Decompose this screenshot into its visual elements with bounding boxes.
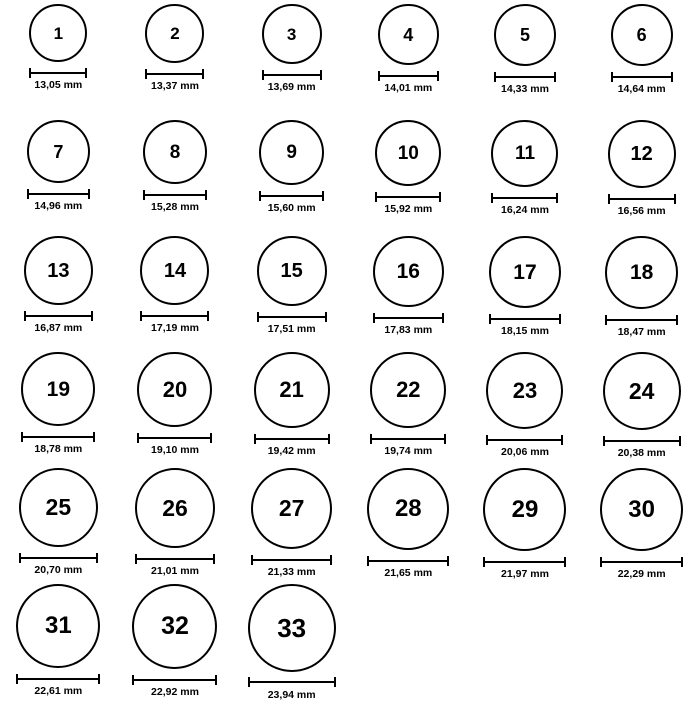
diameter-measure-line bbox=[140, 315, 209, 317]
diameter-measure-label: 22,92 mm bbox=[151, 686, 199, 698]
diameter-measure-bar bbox=[262, 70, 322, 79]
ring-outline-wrap bbox=[494, 4, 556, 66]
ring-circle-outline bbox=[19, 468, 98, 547]
diameter-measure-bar bbox=[257, 312, 327, 321]
diameter-measure-bar bbox=[135, 554, 215, 563]
ring-circle-outline bbox=[370, 352, 446, 428]
ring-outline-wrap bbox=[254, 352, 330, 428]
diameter-measure-line bbox=[367, 560, 449, 562]
diameter-measure-label: 14,01 mm bbox=[384, 82, 433, 94]
ring-size-number: 16 bbox=[396, 260, 420, 283]
ring-outline-wrap bbox=[605, 236, 678, 309]
diameter-measure-line bbox=[494, 76, 556, 78]
diameter-measure-label: 19,42 mm bbox=[267, 445, 316, 457]
diameter-measure-line bbox=[132, 679, 217, 681]
ring-circle-outline bbox=[254, 352, 330, 428]
ring-outline-wrap bbox=[262, 4, 322, 64]
diameter-measure-label: 19,10 mm bbox=[151, 444, 199, 456]
diameter-measure-bar bbox=[16, 674, 100, 683]
diameter-measure-label: 21,01 mm bbox=[151, 565, 199, 577]
ring-size-cell bbox=[350, 120, 467, 236]
diameter-measure-line bbox=[257, 316, 327, 318]
ring-outline-wrap bbox=[29, 4, 87, 62]
diameter-measure-line bbox=[600, 561, 683, 563]
ring-outline-wrap bbox=[19, 468, 98, 547]
ring-outline-wrap bbox=[375, 120, 441, 186]
diameter-measure-line bbox=[491, 197, 558, 199]
ring-outline-wrap bbox=[27, 120, 90, 183]
ring-size-cell bbox=[583, 236, 700, 352]
ring-circle-outline bbox=[491, 120, 558, 187]
ring-circle-outline bbox=[259, 120, 324, 185]
diameter-measure-label: 17,51 mm bbox=[267, 323, 316, 335]
diameter-measure-bar bbox=[600, 557, 683, 566]
diameter-measure-line bbox=[608, 198, 676, 200]
ring-size-cell bbox=[0, 236, 117, 352]
diameter-measure-label: 16,87 mm bbox=[34, 322, 83, 334]
diameter-measure-bar bbox=[24, 311, 93, 320]
ring-outline-wrap bbox=[483, 468, 566, 551]
ring-outline-wrap bbox=[489, 236, 561, 308]
diameter-measure-line bbox=[611, 76, 673, 78]
diameter-measure-bar bbox=[29, 68, 87, 77]
ring-size-cell bbox=[467, 352, 584, 468]
ring-circle-outline bbox=[16, 584, 100, 668]
ring-size-number: 8 bbox=[169, 141, 181, 163]
diameter-measure-line bbox=[375, 196, 441, 198]
ring-size-number: 17 bbox=[513, 260, 537, 284]
diameter-measure-label: 19,74 mm bbox=[384, 445, 433, 457]
ring-circle-outline bbox=[257, 236, 327, 306]
diameter-measure-label: 21,97 mm bbox=[501, 568, 549, 580]
ring-size-cell bbox=[467, 120, 584, 236]
ring-size-cell bbox=[233, 120, 350, 236]
diameter-measure-label: 15,92 mm bbox=[384, 203, 433, 215]
diameter-measure-line bbox=[27, 193, 90, 195]
ring-outline-wrap bbox=[491, 120, 558, 187]
ring-outline-wrap bbox=[486, 352, 563, 429]
ring-size-cell bbox=[350, 4, 467, 120]
diameter-measure-line bbox=[254, 438, 330, 440]
diameter-measure-label: 14,96 mm bbox=[34, 200, 83, 212]
ring-circle-outline bbox=[373, 236, 444, 307]
diameter-measure-line bbox=[135, 558, 215, 560]
diameter-measure-label: 13,05 mm bbox=[34, 79, 83, 91]
diameter-measure-line bbox=[137, 437, 212, 439]
diameter-measure-bar bbox=[491, 193, 558, 202]
ring-outline-wrap bbox=[248, 584, 336, 672]
diameter-measure-bar bbox=[143, 190, 207, 199]
ring-size-cell bbox=[233, 584, 350, 700]
ring-circle-outline bbox=[135, 468, 215, 548]
diameter-measure-label: 17,19 mm bbox=[151, 322, 199, 334]
ring-circle-outline bbox=[27, 120, 90, 183]
diameter-measure-label: 13,37 mm bbox=[151, 80, 199, 92]
diameter-measure-line bbox=[603, 440, 681, 442]
ring-outline-wrap bbox=[24, 236, 93, 305]
ring-size-cell bbox=[583, 120, 700, 236]
ring-size-number: 9 bbox=[286, 142, 297, 163]
ring-outline-wrap bbox=[370, 352, 446, 428]
ring-size-number: 12 bbox=[630, 143, 653, 165]
ring-circle-outline bbox=[145, 4, 204, 63]
ring-circle-outline bbox=[378, 4, 439, 65]
ring-circle-outline bbox=[251, 468, 332, 549]
ring-circle-outline bbox=[483, 468, 566, 551]
ring-outline-wrap bbox=[21, 352, 95, 426]
ring-outline-wrap bbox=[137, 352, 212, 427]
diameter-measure-bar bbox=[132, 675, 217, 684]
ring-size-number: 6 bbox=[636, 25, 647, 45]
diameter-measure-line bbox=[145, 73, 204, 75]
ring-size-number: 25 bbox=[45, 494, 72, 520]
ring-size-number: 10 bbox=[397, 142, 419, 164]
diameter-measure-label: 15,60 mm bbox=[267, 202, 316, 214]
diameter-measure-bar bbox=[370, 434, 446, 443]
ring-outline-wrap bbox=[16, 584, 100, 668]
diameter-measure-line bbox=[605, 319, 678, 321]
ring-size-number: 32 bbox=[161, 612, 189, 640]
ring-size-number: 3 bbox=[286, 24, 297, 44]
diameter-measure-bar bbox=[375, 192, 441, 201]
diameter-measure-line bbox=[16, 678, 100, 680]
diameter-measure-bar bbox=[603, 436, 681, 445]
ring-size-cell bbox=[583, 468, 700, 584]
ring-size-number: 19 bbox=[46, 377, 70, 401]
diameter-measure-label: 23,94 mm bbox=[267, 688, 316, 701]
diameter-measure-label: 17,83 mm bbox=[384, 324, 433, 336]
ring-size-cell bbox=[350, 352, 467, 468]
diameter-measure-label: 15,28 mm bbox=[151, 201, 199, 213]
ring-size-cell bbox=[350, 236, 467, 352]
diameter-measure-label: 21,33 mm bbox=[267, 566, 316, 578]
diameter-measure-label: 21,65 mm bbox=[384, 567, 433, 579]
ring-size-cell bbox=[233, 236, 350, 352]
ring-outline-wrap bbox=[378, 4, 439, 65]
ring-size-cell bbox=[583, 352, 700, 468]
ring-circle-outline bbox=[608, 120, 676, 188]
ring-circle-outline bbox=[605, 236, 678, 309]
ring-size-cell bbox=[0, 584, 117, 700]
ring-circle-outline bbox=[611, 4, 673, 66]
diameter-measure-bar bbox=[248, 678, 336, 687]
diameter-measure-line bbox=[259, 195, 324, 197]
diameter-measure-bar bbox=[140, 311, 209, 320]
ring-size-cell bbox=[583, 4, 700, 120]
ring-size-cell bbox=[0, 468, 117, 584]
diameter-measure-label: 18,78 mm bbox=[34, 443, 83, 455]
ring-size-cell bbox=[467, 4, 584, 120]
ring-circle-outline bbox=[367, 468, 449, 550]
ring-size-cell bbox=[117, 236, 234, 352]
diameter-measure-bar bbox=[494, 72, 556, 81]
diameter-measure-bar bbox=[483, 557, 566, 566]
diameter-measure-line bbox=[370, 438, 446, 440]
diameter-measure-bar bbox=[605, 315, 678, 324]
ring-size-cell bbox=[0, 352, 117, 468]
ring-size-cell bbox=[117, 584, 234, 700]
diameter-measure-label: 18,47 mm bbox=[617, 326, 666, 338]
diameter-measure-line bbox=[29, 72, 87, 74]
diameter-measure-line bbox=[248, 681, 336, 683]
diameter-measure-label: 13,69 mm bbox=[267, 81, 316, 93]
diameter-measure-bar bbox=[608, 194, 676, 203]
ring-size-cell bbox=[467, 468, 584, 584]
ring-size-number: 26 bbox=[162, 494, 188, 521]
ring-size-cell bbox=[233, 352, 350, 468]
diameter-measure-line bbox=[262, 74, 322, 76]
diameter-measure-bar bbox=[489, 314, 561, 323]
ring-circle-outline bbox=[375, 120, 441, 186]
ring-outline-wrap bbox=[143, 120, 207, 184]
ring-size-cell bbox=[233, 4, 350, 120]
ring-outline-wrap bbox=[611, 4, 673, 66]
diameter-measure-bar bbox=[373, 313, 444, 322]
diameter-measure-line bbox=[373, 317, 444, 319]
diameter-measure-bar bbox=[19, 553, 98, 562]
ring-size-number: 13 bbox=[47, 259, 70, 282]
ring-circle-outline bbox=[262, 4, 322, 64]
ring-circle-outline bbox=[137, 352, 212, 427]
diameter-measure-line bbox=[251, 559, 332, 561]
ring-size-number: 24 bbox=[628, 377, 655, 404]
ring-outline-wrap bbox=[367, 468, 449, 550]
ring-size-number: 15 bbox=[280, 260, 303, 282]
ring-circle-outline bbox=[132, 584, 217, 669]
ring-circle-outline bbox=[29, 4, 87, 62]
ring-size-number: 33 bbox=[277, 613, 307, 643]
ring-outline-wrap bbox=[251, 468, 332, 549]
ring-outline-wrap bbox=[603, 352, 681, 430]
diameter-measure-label: 20,38 mm bbox=[617, 447, 666, 459]
ring-outline-wrap bbox=[257, 236, 327, 306]
ring-size-cell bbox=[0, 120, 117, 236]
diameter-measure-line bbox=[378, 75, 439, 77]
ring-outline-wrap bbox=[259, 120, 324, 185]
ring-size-number: 22 bbox=[396, 377, 421, 402]
ring-circle-outline bbox=[600, 468, 683, 551]
diameter-measure-bar bbox=[378, 71, 439, 80]
ring-size-cell bbox=[117, 468, 234, 584]
ring-size-number: 18 bbox=[629, 261, 654, 284]
ring-circle-outline bbox=[486, 352, 563, 429]
ring-size-cell bbox=[0, 4, 117, 120]
diameter-measure-label: 14,33 mm bbox=[501, 83, 549, 95]
diameter-measure-line bbox=[24, 315, 93, 317]
ring-size-number: 28 bbox=[394, 495, 422, 522]
ring-outline-wrap bbox=[600, 468, 683, 551]
ring-circle-outline bbox=[143, 120, 207, 184]
ring-size-number: 1 bbox=[53, 23, 64, 43]
ring-size-cell bbox=[117, 120, 234, 236]
ring-size-number: 29 bbox=[511, 495, 539, 523]
ring-size-cell bbox=[467, 236, 584, 352]
diameter-measure-label: 16,24 mm bbox=[501, 204, 549, 216]
diameter-measure-bar bbox=[611, 72, 673, 81]
diameter-measure-line bbox=[143, 194, 207, 196]
diameter-measure-bar bbox=[251, 555, 332, 564]
ring-size-number: 31 bbox=[44, 612, 72, 639]
ring-size-cell bbox=[233, 468, 350, 584]
diameter-measure-label: 20,70 mm bbox=[34, 564, 83, 576]
ring-circle-outline bbox=[248, 584, 336, 672]
diameter-measure-bar bbox=[145, 69, 204, 78]
ring-circle-outline bbox=[21, 352, 95, 426]
ring-size-number: 2 bbox=[170, 24, 180, 43]
diameter-measure-line bbox=[19, 557, 98, 559]
ring-size-number: 14 bbox=[163, 259, 187, 282]
ring-size-number: 23 bbox=[512, 377, 538, 403]
diameter-measure-label: 22,61 mm bbox=[34, 685, 83, 697]
diameter-measure-label: 14,64 mm bbox=[617, 83, 666, 95]
ring-size-cell bbox=[117, 4, 234, 120]
diameter-measure-bar bbox=[21, 432, 95, 441]
ring-size-cell bbox=[350, 468, 467, 584]
ring-size-number: 21 bbox=[279, 377, 304, 402]
ring-outline-wrap bbox=[132, 584, 217, 669]
ring-size-number: 7 bbox=[53, 141, 64, 162]
ring-circle-outline bbox=[24, 236, 93, 305]
ring-circle-outline bbox=[603, 352, 681, 430]
ring-size-cell bbox=[117, 352, 234, 468]
diameter-measure-bar bbox=[259, 191, 324, 200]
ring-size-number: 30 bbox=[628, 495, 655, 523]
diameter-measure-label: 20,06 mm bbox=[501, 446, 549, 458]
ring-outline-wrap bbox=[140, 236, 209, 305]
diameter-measure-line bbox=[483, 561, 566, 563]
ring-outline-wrap bbox=[608, 120, 676, 188]
ring-size-number: 27 bbox=[278, 495, 305, 521]
ring-size-number: 11 bbox=[514, 143, 536, 164]
ring-outline-wrap bbox=[135, 468, 215, 548]
diameter-measure-bar bbox=[27, 189, 90, 198]
ring-outline-wrap bbox=[373, 236, 444, 307]
diameter-measure-bar bbox=[254, 434, 330, 443]
ring-outline-wrap bbox=[145, 4, 204, 63]
diameter-measure-label: 22,29 mm bbox=[617, 568, 666, 580]
diameter-measure-label: 18,15 mm bbox=[501, 325, 549, 337]
diameter-measure-line bbox=[489, 318, 561, 320]
ring-circle-outline bbox=[494, 4, 556, 66]
ring-circle-outline bbox=[140, 236, 209, 305]
diameter-measure-bar bbox=[486, 435, 563, 444]
diameter-measure-bar bbox=[367, 556, 449, 565]
diameter-measure-line bbox=[21, 436, 95, 438]
ring-size-number: 5 bbox=[519, 25, 530, 45]
diameter-measure-label: 16,56 mm bbox=[617, 205, 666, 217]
diameter-measure-bar bbox=[137, 433, 212, 442]
ring-size-number: 4 bbox=[403, 24, 414, 45]
ring-size-number: 20 bbox=[162, 376, 188, 402]
ring-circle-outline bbox=[489, 236, 561, 308]
diameter-measure-line bbox=[486, 439, 563, 441]
